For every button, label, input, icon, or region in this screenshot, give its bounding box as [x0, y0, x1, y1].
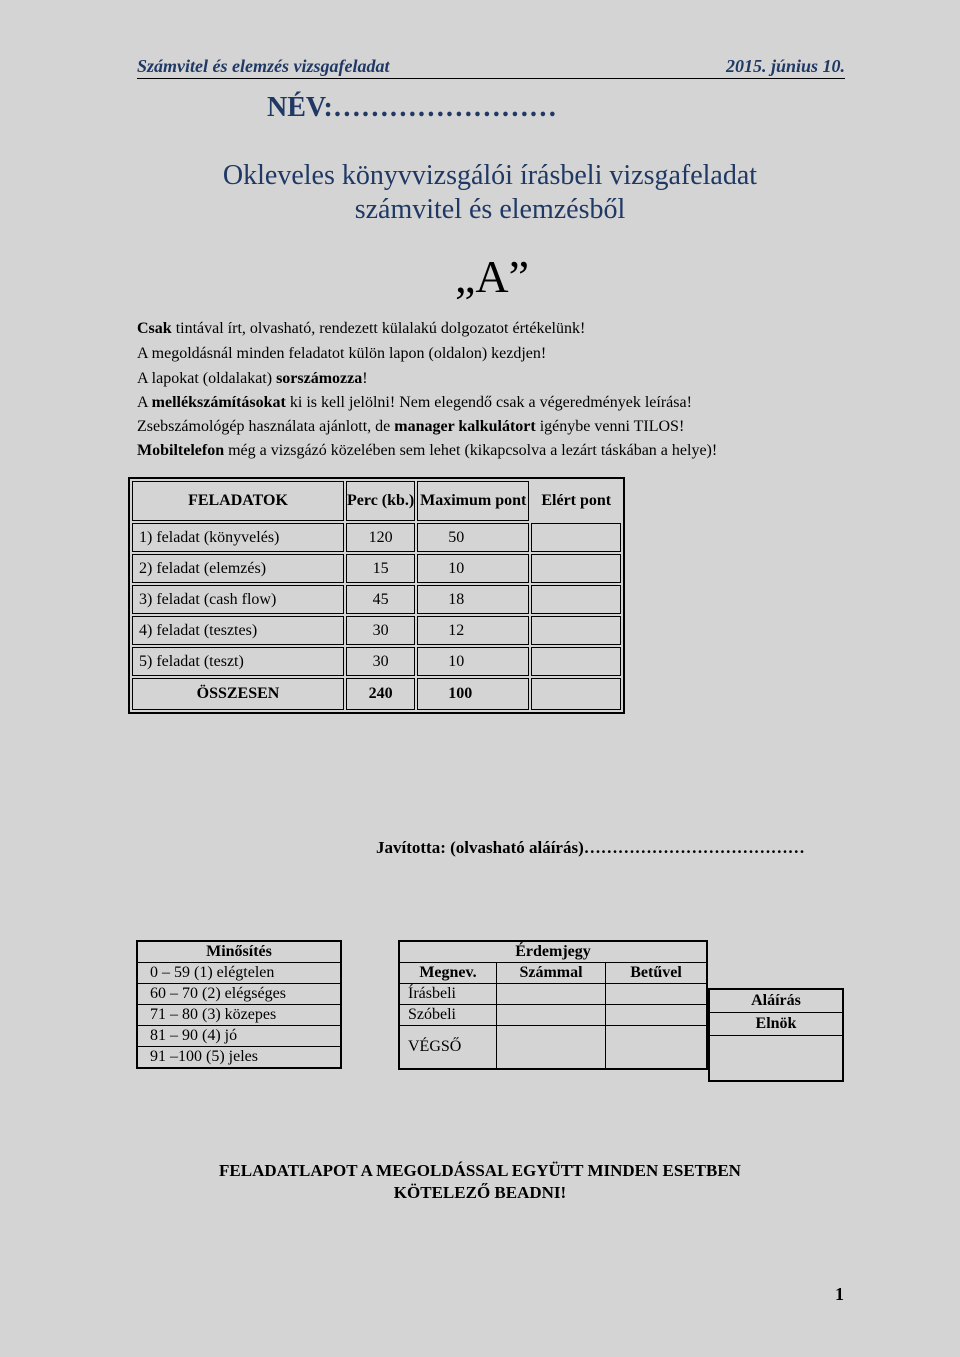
grading-row: 0 – 59 (1) elégtelen: [137, 963, 341, 984]
table-row: [132, 647, 621, 676]
task-table-header: [132, 481, 621, 521]
signature-cell[interactable]: [709, 1036, 843, 1082]
header-minutes: Perc (kb.): [346, 481, 415, 521]
task-table: [128, 477, 625, 714]
task-minutes: 120: [346, 523, 415, 552]
grade-words-cell[interactable]: [606, 1005, 708, 1026]
table-row: [132, 616, 621, 645]
total-minutes: 240: [346, 678, 415, 710]
table-row: [132, 585, 621, 614]
header-max: Maximum pont: [417, 481, 529, 521]
task-achieved-cell[interactable]: [531, 585, 621, 614]
col-number: Számmal: [497, 963, 606, 984]
table-row: [132, 554, 621, 583]
title-line-2: számvitel és elemzésből: [354, 194, 626, 225]
footer-notice: [0, 1160, 960, 1204]
grade-row-label: Szóbeli: [399, 1005, 497, 1026]
task-minutes: 30: [346, 647, 415, 676]
grading-row: 71 – 80 (3) közepes: [137, 1005, 341, 1026]
task-max: 50: [417, 523, 529, 552]
task-minutes: 45: [346, 585, 415, 614]
signature-label: Aláírás: [709, 989, 843, 1013]
signature-table: [708, 988, 844, 1082]
col-name: Megnev.: [399, 963, 497, 984]
corrector-signature: Javította: (olvasható aláírás)…………………………………: [376, 838, 805, 857]
task-max: 12: [417, 616, 529, 645]
grade-row-label: Írásbeli: [399, 984, 497, 1005]
task-max: 18: [417, 585, 529, 614]
rule-5: Zsebszámológép használata ajánlott, de manager kalkulátort igénybe venni TILOS!: [137, 418, 685, 435]
grade-words-cell[interactable]: [606, 1026, 708, 1070]
name-field: NÉV:……………………: [267, 92, 557, 123]
total-row: [132, 678, 621, 710]
footer-line-1: FELADATLAPOT A MEGOLDÁSSAL EGYÜTT MINDEN ESETBEN: [219, 1161, 741, 1180]
footer-line-2: KÖTELEZŐ BEADNI!: [393, 1183, 567, 1202]
task-achieved-cell[interactable]: [531, 554, 621, 583]
header-date: 2015. június 10.: [725, 56, 845, 76]
title-line-1: Okleveles könyvvizsgálói írásbeli vizsgafeladat: [222, 160, 758, 191]
header-tasks: FELADATOK: [132, 481, 344, 521]
grade-header: Érdemjegy: [399, 941, 707, 963]
task-name: 4) feladat (tesztes): [132, 616, 344, 645]
page-header: [137, 56, 845, 79]
task-name: 2) feladat (elemzés): [132, 554, 344, 583]
grading-row: 60 – 70 (2) elégséges: [137, 984, 341, 1005]
task-achieved-cell[interactable]: [531, 616, 621, 645]
grade-number-cell[interactable]: [497, 984, 606, 1005]
exam-variant: „A”: [455, 251, 530, 302]
task-max: 10: [417, 647, 529, 676]
grade-number-cell[interactable]: [497, 1005, 606, 1026]
grade-table: [398, 940, 708, 1070]
total-achieved-cell[interactable]: [531, 678, 621, 710]
header-left: Számvitel és elemzés vizsgafeladat: [137, 56, 390, 76]
rule-3: A lapokat (oldalakat) sorszámozza!: [137, 370, 368, 387]
grading-row: 91 –100 (5) jeles: [137, 1047, 341, 1069]
rule-1: Csak tintával írt, olvasható, rendezett külalakú dolgozatot értékelünk!: [137, 320, 586, 337]
rule-2: A megoldásnál minden feladatot külön lapon (oldalon) kezdjen!: [137, 345, 547, 362]
task-achieved-cell[interactable]: [531, 523, 621, 552]
grading-header: Minősítés: [137, 941, 341, 963]
grade-number-cell[interactable]: [497, 1026, 606, 1070]
page-number: 1: [835, 1284, 844, 1304]
total-label: ÖSSZESEN: [132, 678, 344, 710]
task-minutes: 15: [346, 554, 415, 583]
task-name: 5) feladat (teszt): [132, 647, 344, 676]
task-name: 3) feladat (cash flow): [132, 585, 344, 614]
col-words: Betűvel: [606, 963, 708, 984]
grading-table: [136, 940, 342, 1069]
task-name: 1) feladat (könyvelés): [132, 523, 344, 552]
signature-role: Elnök: [709, 1013, 843, 1036]
task-minutes: 30: [346, 616, 415, 645]
table-row: [132, 523, 621, 552]
task-max: 10: [417, 554, 529, 583]
rule-6: Mobiltelefon még a vizsgázó közelében sem lehet (kikapcsolva a lezárt táskában a helye)!: [137, 442, 718, 459]
grading-row: 81 – 90 (4) jó: [137, 1026, 341, 1047]
header-achieved: Elért pont: [541, 492, 612, 509]
task-achieved-cell[interactable]: [531, 647, 621, 676]
grade-row-label: VÉGSŐ: [399, 1026, 497, 1070]
grade-words-cell[interactable]: [606, 984, 708, 1005]
total-max: 100: [417, 678, 529, 710]
rule-4: A mellékszámításokat ki is kell jelölni! Nem elegendő csak a végeredmények leírása!: [137, 394, 692, 411]
